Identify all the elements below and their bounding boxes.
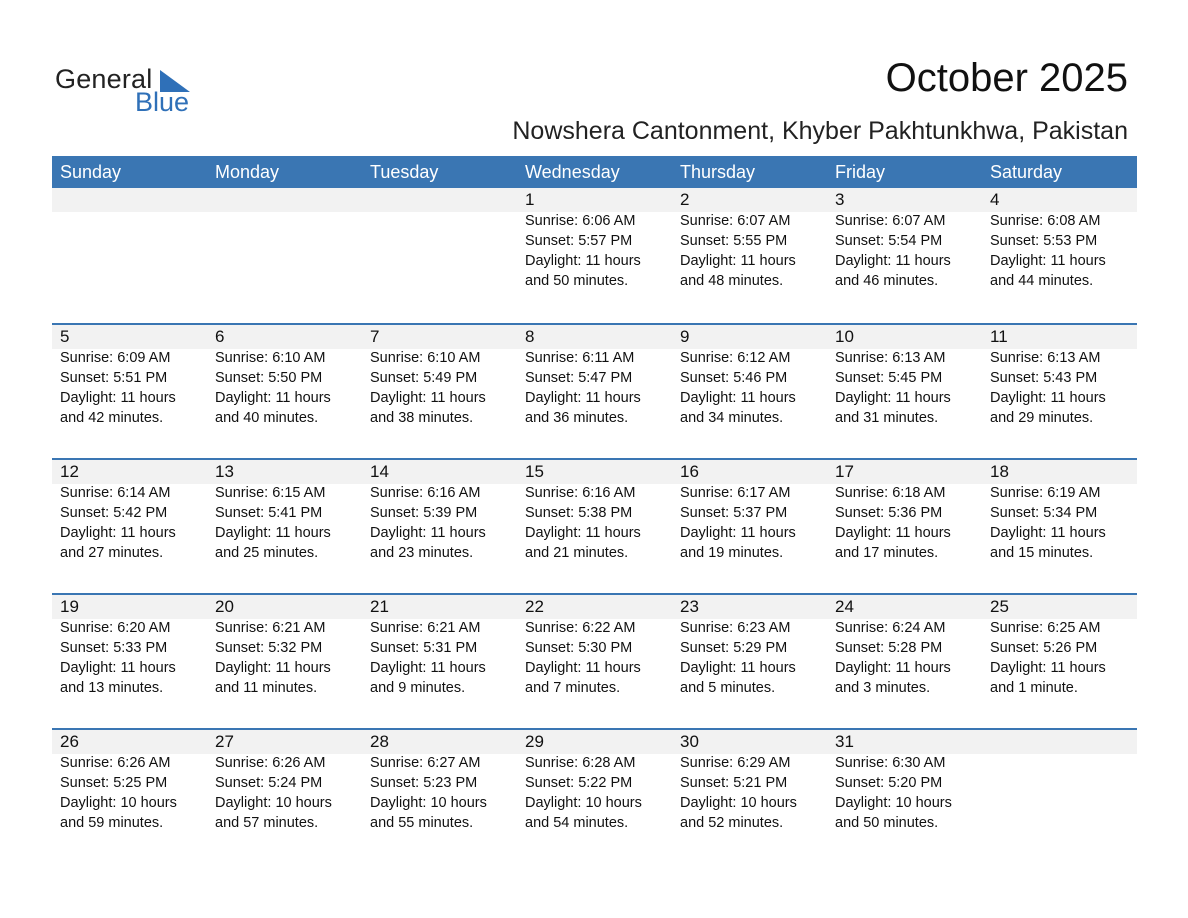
daylight-minutes-text: and 21 minutes.: [525, 545, 629, 561]
daylight-minutes-text: and 34 minutes.: [680, 410, 784, 426]
daylight-text: Daylight: 11 hours: [680, 253, 796, 269]
day-number: 19: [60, 597, 79, 616]
empty-day-cell: [362, 188, 517, 306]
sunrise-text: Sunrise: 6:30 AM: [835, 755, 946, 771]
empty-day-cell: [52, 188, 207, 306]
daylight-minutes-text: and 7 minutes.: [525, 680, 621, 696]
sunset-text: Sunset: 5:57 PM: [525, 233, 633, 249]
daylight-text: Daylight: 11 hours: [525, 253, 641, 269]
day-cell: [982, 325, 1137, 443]
day-number: 24: [835, 597, 854, 616]
daylight-text: Daylight: 11 hours: [60, 390, 176, 406]
day-cell: [517, 188, 672, 306]
daylight-minutes-text: and 27 minutes.: [60, 545, 164, 561]
day-cell: [982, 460, 1137, 578]
sunrise-text: Sunrise: 6:07 AM: [680, 213, 791, 229]
day-number: 20: [215, 597, 234, 616]
daylight-minutes-text: and 23 minutes.: [370, 545, 474, 561]
daylight-text: Daylight: 10 hours: [525, 795, 642, 811]
sunrise-text: Sunrise: 6:20 AM: [60, 620, 171, 636]
sunset-text: Sunset: 5:50 PM: [215, 370, 323, 386]
day-number: 7: [370, 327, 380, 346]
day-cell: [517, 595, 672, 713]
calendar-week: [52, 458, 1137, 578]
day-number: 16: [680, 462, 699, 481]
daylight-text: Daylight: 11 hours: [60, 660, 176, 676]
daylight-minutes-text: and 9 minutes.: [370, 680, 466, 696]
daylight-text: Daylight: 11 hours: [990, 390, 1106, 406]
day-cell: [362, 460, 517, 578]
sunset-text: Sunset: 5:37 PM: [680, 505, 788, 521]
day-number: 1: [525, 190, 535, 209]
empty-day-cell: [982, 730, 1137, 848]
sunrise-text: Sunrise: 6:16 AM: [370, 485, 481, 501]
sunset-text: Sunset: 5:28 PM: [835, 640, 943, 656]
sunset-text: Sunset: 5:43 PM: [990, 370, 1098, 386]
daylight-text: Daylight: 11 hours: [680, 390, 796, 406]
day-cell: [362, 325, 517, 443]
sunrise-text: Sunrise: 6:24 AM: [835, 620, 946, 636]
sunset-text: Sunset: 5:49 PM: [370, 370, 478, 386]
sunset-text: Sunset: 5:47 PM: [525, 370, 633, 386]
day-cell: [52, 730, 207, 848]
daylight-text: Daylight: 10 hours: [60, 795, 177, 811]
daylight-text: Daylight: 11 hours: [835, 660, 951, 676]
sunset-text: Sunset: 5:36 PM: [835, 505, 943, 521]
daylight-minutes-text: and 19 minutes.: [680, 545, 784, 561]
weekday-thursday: Thursday: [680, 162, 756, 182]
day-cell: [982, 595, 1137, 713]
logo-word-general: General: [55, 64, 153, 94]
sunrise-text: Sunrise: 6:17 AM: [680, 485, 791, 501]
sunset-text: Sunset: 5:55 PM: [680, 233, 788, 249]
daylight-minutes-text: and 46 minutes.: [835, 273, 939, 289]
sunrise-text: Sunrise: 6:10 AM: [215, 350, 326, 366]
day-number: 14: [370, 462, 389, 481]
day-cell: [517, 460, 672, 578]
sunset-text: Sunset: 5:39 PM: [370, 505, 478, 521]
weekday-header: [52, 156, 1137, 188]
sunrise-text: Sunrise: 6:12 AM: [680, 350, 791, 366]
day-cell: [672, 460, 827, 578]
day-number: 4: [990, 190, 1000, 209]
sunrise-text: Sunrise: 6:28 AM: [525, 755, 636, 771]
day-cell: [672, 595, 827, 713]
sunset-text: Sunset: 5:53 PM: [990, 233, 1098, 249]
calendar-week: [52, 323, 1137, 443]
sunset-text: Sunset: 5:20 PM: [835, 775, 943, 791]
day-cell: [672, 325, 827, 443]
weekday-wednesday: Wednesday: [525, 162, 620, 182]
day-cell: [362, 730, 517, 848]
daylight-text: Daylight: 10 hours: [370, 795, 487, 811]
sunrise-text: Sunrise: 6:11 AM: [525, 350, 635, 366]
sunrise-text: Sunrise: 6:08 AM: [990, 213, 1101, 229]
sunset-text: Sunset: 5:51 PM: [60, 370, 168, 386]
day-number: 6: [215, 327, 225, 346]
sunrise-text: Sunrise: 6:06 AM: [525, 213, 636, 229]
daylight-minutes-text: and 5 minutes.: [680, 680, 776, 696]
day-number: 13: [215, 462, 234, 481]
daylight-minutes-text: and 11 minutes.: [215, 680, 318, 696]
daylight-minutes-text: and 50 minutes.: [525, 273, 629, 289]
daylight-minutes-text: and 38 minutes.: [370, 410, 474, 426]
daylight-minutes-text: and 48 minutes.: [680, 273, 784, 289]
daylight-text: Daylight: 10 hours: [680, 795, 797, 811]
sunrise-text: Sunrise: 6:29 AM: [680, 755, 791, 771]
sunset-text: Sunset: 5:42 PM: [60, 505, 168, 521]
sunrise-text: Sunrise: 6:14 AM: [60, 485, 171, 501]
calendar-week: [52, 188, 1137, 308]
sunrise-text: Sunrise: 6:26 AM: [60, 755, 171, 771]
sunset-text: Sunset: 5:54 PM: [835, 233, 943, 249]
daylight-text: Daylight: 11 hours: [525, 525, 641, 541]
day-number: 15: [525, 462, 544, 481]
daylight-minutes-text: and 55 minutes.: [370, 815, 474, 831]
sunset-text: Sunset: 5:22 PM: [525, 775, 633, 791]
day-cell: [827, 325, 982, 443]
sunrise-text: Sunrise: 6:21 AM: [370, 620, 481, 636]
sunrise-text: Sunrise: 6:10 AM: [370, 350, 481, 366]
daylight-text: Daylight: 11 hours: [525, 390, 641, 406]
day-number: 2: [680, 190, 690, 209]
daylight-text: Daylight: 10 hours: [835, 795, 952, 811]
day-number: 11: [990, 327, 1008, 346]
sunrise-text: Sunrise: 6:15 AM: [215, 485, 326, 501]
sunset-text: Sunset: 5:29 PM: [680, 640, 788, 656]
day-cell: [827, 730, 982, 848]
weekday-friday: Friday: [835, 162, 886, 182]
daylight-minutes-text: and 36 minutes.: [525, 410, 629, 426]
sunrise-text: Sunrise: 6:13 AM: [990, 350, 1101, 366]
daylight-text: Daylight: 11 hours: [215, 660, 331, 676]
sunset-text: Sunset: 5:46 PM: [680, 370, 788, 386]
weekday-saturday: Saturday: [990, 162, 1063, 182]
sunrise-text: Sunrise: 6:23 AM: [680, 620, 791, 636]
sunrise-text: Sunrise: 6:19 AM: [990, 485, 1101, 501]
day-cell: [672, 188, 827, 306]
daylight-minutes-text: and 13 minutes.: [60, 680, 164, 696]
daylight-minutes-text: and 50 minutes.: [835, 815, 939, 831]
day-number: 30: [680, 732, 699, 751]
sunrise-text: Sunrise: 6:27 AM: [370, 755, 481, 771]
sunrise-text: Sunrise: 6:25 AM: [990, 620, 1101, 636]
daylight-text: Daylight: 11 hours: [215, 525, 331, 541]
day-number: 9: [680, 327, 690, 346]
day-cell: [207, 460, 362, 578]
weekday-monday: Monday: [215, 162, 280, 182]
sunrise-text: Sunrise: 6:18 AM: [835, 485, 946, 501]
day-cell: [207, 325, 362, 443]
day-cell: [52, 460, 207, 578]
day-number: 12: [60, 462, 79, 481]
daylight-minutes-text: and 42 minutes.: [60, 410, 164, 426]
sunset-text: Sunset: 5:41 PM: [215, 505, 323, 521]
daylight-minutes-text: and 31 minutes.: [835, 410, 939, 426]
daylight-minutes-text: and 15 minutes.: [990, 545, 1094, 561]
daylight-text: Daylight: 11 hours: [60, 525, 176, 541]
calendar-week: [52, 593, 1137, 713]
day-number: 28: [370, 732, 389, 751]
daylight-text: Daylight: 11 hours: [990, 253, 1106, 269]
logo-word-blue: Blue: [135, 87, 190, 117]
daylight-minutes-text: and 17 minutes.: [835, 545, 939, 561]
daylight-minutes-text: and 25 minutes.: [215, 545, 319, 561]
sunset-text: Sunset: 5:32 PM: [215, 640, 323, 656]
day-number: 8: [525, 327, 535, 346]
day-number: 3: [835, 190, 845, 209]
day-cell: [207, 595, 362, 713]
sunrise-text: Sunrise: 6:09 AM: [60, 350, 171, 366]
daylight-text: Daylight: 11 hours: [370, 525, 486, 541]
day-number: 5: [60, 327, 70, 346]
sunrise-text: Sunrise: 6:22 AM: [525, 620, 636, 636]
sunrise-text: Sunrise: 6:07 AM: [835, 213, 946, 229]
daylight-minutes-text: and 29 minutes.: [990, 410, 1094, 426]
sunset-text: Sunset: 5:45 PM: [835, 370, 943, 386]
day-number: 31: [835, 732, 854, 751]
day-cell: [672, 730, 827, 848]
sunset-text: Sunset: 5:24 PM: [215, 775, 323, 791]
sunset-text: Sunset: 5:31 PM: [370, 640, 478, 656]
sunset-text: Sunset: 5:34 PM: [990, 505, 1098, 521]
sunset-text: Sunset: 5:33 PM: [60, 640, 168, 656]
day-number: 17: [835, 462, 854, 481]
daylight-text: Daylight: 10 hours: [215, 795, 332, 811]
daylight-minutes-text: and 54 minutes.: [525, 815, 629, 831]
sunrise-text: Sunrise: 6:13 AM: [835, 350, 946, 366]
daylight-minutes-text: and 59 minutes.: [60, 815, 164, 831]
location-subtitle: Nowshera Cantonment, Khyber Pakhtunkhwa, Pakistan: [512, 117, 1128, 145]
daylight-text: Daylight: 11 hours: [370, 660, 486, 676]
weekday-tuesday: Tuesday: [370, 162, 439, 182]
daylight-text: Daylight: 11 hours: [835, 253, 951, 269]
daylight-text: Daylight: 11 hours: [525, 660, 641, 676]
daylight-minutes-text: and 1 minute.: [990, 680, 1078, 696]
day-cell: [362, 595, 517, 713]
daylight-minutes-text: and 44 minutes.: [990, 273, 1094, 289]
daylight-text: Daylight: 11 hours: [990, 660, 1106, 676]
day-number: 27: [215, 732, 234, 751]
day-cell: [827, 188, 982, 306]
sunset-text: Sunset: 5:30 PM: [525, 640, 633, 656]
sunset-text: Sunset: 5:26 PM: [990, 640, 1098, 656]
daylight-text: Daylight: 11 hours: [680, 525, 796, 541]
day-number: 23: [680, 597, 699, 616]
daylight-minutes-text: and 3 minutes.: [835, 680, 931, 696]
day-cell: [52, 595, 207, 713]
day-number: 21: [370, 597, 389, 616]
sunrise-text: Sunrise: 6:16 AM: [525, 485, 636, 501]
day-number: 22: [525, 597, 544, 616]
daylight-text: Daylight: 11 hours: [370, 390, 486, 406]
day-number: 25: [990, 597, 1009, 616]
daylight-text: Daylight: 11 hours: [835, 390, 951, 406]
page-title: October 2025: [885, 56, 1128, 100]
day-number: 18: [990, 462, 1009, 481]
daylight-text: Daylight: 11 hours: [990, 525, 1106, 541]
sunrise-text: Sunrise: 6:26 AM: [215, 755, 326, 771]
daylight-minutes-text: and 40 minutes.: [215, 410, 319, 426]
sunrise-text: Sunrise: 6:21 AM: [215, 620, 326, 636]
daylight-minutes-text: and 52 minutes.: [680, 815, 784, 831]
day-cell: [517, 730, 672, 848]
sunset-text: Sunset: 5:23 PM: [370, 775, 478, 791]
empty-day-cell: [207, 188, 362, 306]
weekday-sunday: Sunday: [60, 162, 122, 182]
sunset-text: Sunset: 5:21 PM: [680, 775, 788, 791]
daylight-text: Daylight: 11 hours: [215, 390, 331, 406]
calendar-week: [52, 728, 1137, 848]
day-number: 29: [525, 732, 544, 751]
day-number: 26: [60, 732, 79, 751]
daylight-minutes-text: and 57 minutes.: [215, 815, 319, 831]
sunset-text: Sunset: 5:38 PM: [525, 505, 633, 521]
day-cell: [52, 325, 207, 443]
sunset-text: Sunset: 5:25 PM: [60, 775, 168, 791]
day-cell: [517, 325, 672, 443]
daylight-text: Daylight: 11 hours: [835, 525, 951, 541]
day-cell: [982, 188, 1137, 306]
day-cell: [207, 730, 362, 848]
day-number: 10: [835, 327, 854, 346]
daylight-text: Daylight: 11 hours: [680, 660, 796, 676]
day-cell: [827, 460, 982, 578]
day-cell: [827, 595, 982, 713]
logo: [55, 62, 205, 118]
